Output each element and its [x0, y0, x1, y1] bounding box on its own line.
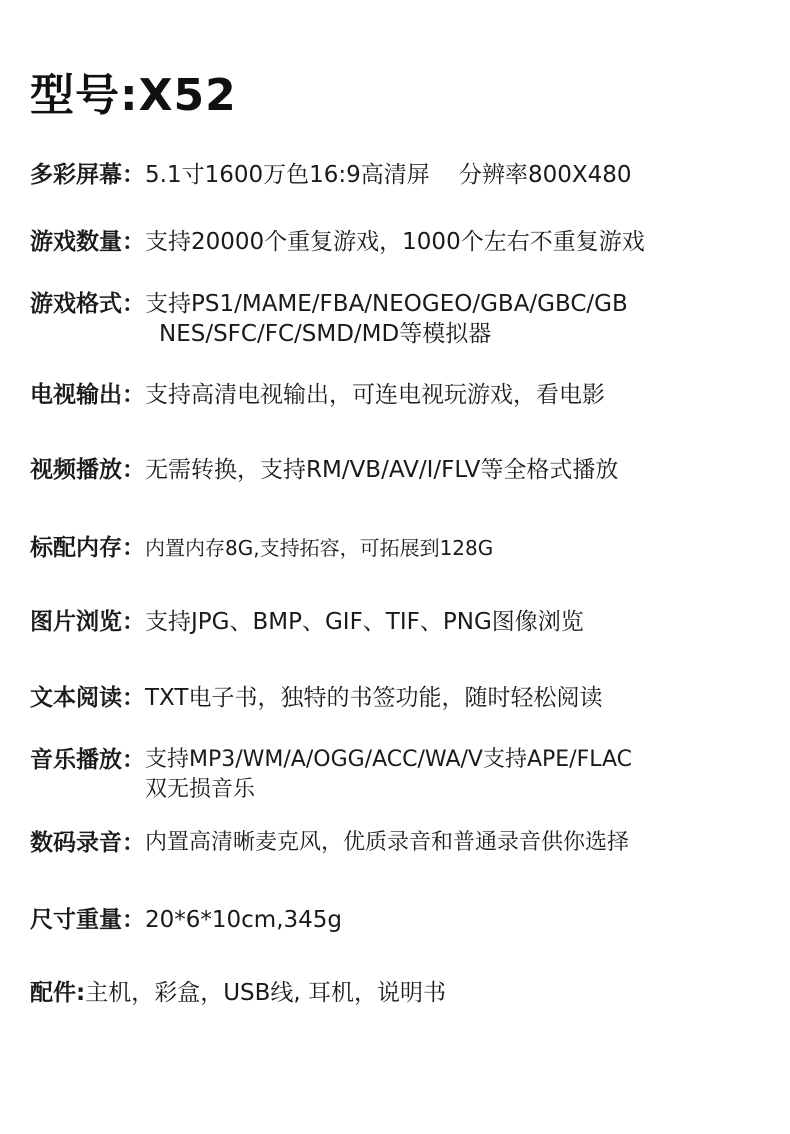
spec-value — [145, 683, 780, 713]
spec-value-line: 支持20000个重复游戏，1000个左右不重复游戏 — [145, 229, 645, 255]
spec-value — [145, 380, 780, 410]
spec-label: 游戏数量： — [30, 229, 145, 255]
spec-label: 多彩屏幕： — [30, 162, 145, 188]
spec-value-line: 20*6*10cm,345g — [145, 907, 343, 933]
spec-value — [145, 227, 780, 257]
spec-row-accessories — [30, 978, 780, 1008]
spec-label: 游戏格式： — [30, 291, 145, 317]
spec-value — [85, 978, 780, 1008]
spec-row-tv-output — [30, 380, 780, 410]
spec-value-line: 内置内存8G,支持拓容，可拓展到128G — [145, 536, 494, 560]
spec-row-memory — [30, 533, 780, 563]
spec-value — [145, 533, 780, 563]
spec-value-line: 内置高清晰麦克风，优质录音和普通录音供你选择 — [145, 830, 630, 855]
spec-row-image-viewer — [30, 607, 780, 637]
spec-row-screen — [30, 160, 780, 190]
spec-row-size-weight — [30, 905, 780, 935]
spec-label: 标配内存： — [30, 535, 145, 561]
spec-value — [145, 905, 780, 935]
spec-value-line: 支持高清电视输出，可连电视玩游戏，看电影 — [145, 382, 605, 408]
spec-row-music-playback — [30, 745, 780, 805]
spec-label: 数码录音： — [30, 830, 145, 856]
spec-label: 配件: — [30, 980, 86, 1006]
spec-value-line: 双无损音乐 — [145, 777, 256, 802]
spec-label: 电视输出： — [30, 382, 145, 408]
spec-value — [145, 455, 780, 485]
spec-value — [145, 607, 780, 637]
spec-value — [145, 289, 780, 349]
spec-value-line: 支持PS1/MAME/FBA/NEOGEO/GBA/GBC/GB — [145, 291, 628, 317]
spec-value-line: 主机，彩盒，USB线, 耳机，说明书 — [85, 980, 447, 1006]
spec-label: 图片浏览： — [30, 609, 145, 635]
spec-value-line: 无需转换，支持RM/VB/AV/I/FLV等全格式播放 — [145, 457, 619, 483]
spec-label: 尺寸重量： — [30, 907, 145, 933]
spec-value-line: NES/SFC/FC/SMD/MD等模拟器 — [159, 321, 492, 347]
spec-label: 视频播放： — [30, 457, 145, 483]
spec-value-line: 支持JPG、BMP、GIF、TIF、PNG图像浏览 — [145, 609, 584, 635]
spec-row-text-reader — [30, 683, 780, 713]
spec-value-line: 5.1寸1600万色16:9高清屏 分辨率800X480 — [145, 162, 632, 188]
spec-label: 音乐播放： — [30, 747, 145, 773]
spec-row-recording — [30, 828, 780, 858]
spec-label: 文本阅读： — [30, 685, 145, 711]
spec-value-line: 支持MP3/WM/A/OGG/ACC/WA/V支持APE/FLAC — [145, 747, 633, 772]
spec-row-video-playback — [30, 455, 780, 485]
spec-value — [145, 828, 780, 858]
spec-row-game-formats — [30, 289, 780, 349]
spec-row-game-count — [30, 227, 780, 257]
spec-value-line: TXT电子书，独特的书签功能，随时轻松阅读 — [145, 685, 603, 711]
spec-value — [145, 745, 780, 805]
model-title: 型号:X52 — [30, 70, 237, 121]
spec-value — [145, 160, 780, 190]
